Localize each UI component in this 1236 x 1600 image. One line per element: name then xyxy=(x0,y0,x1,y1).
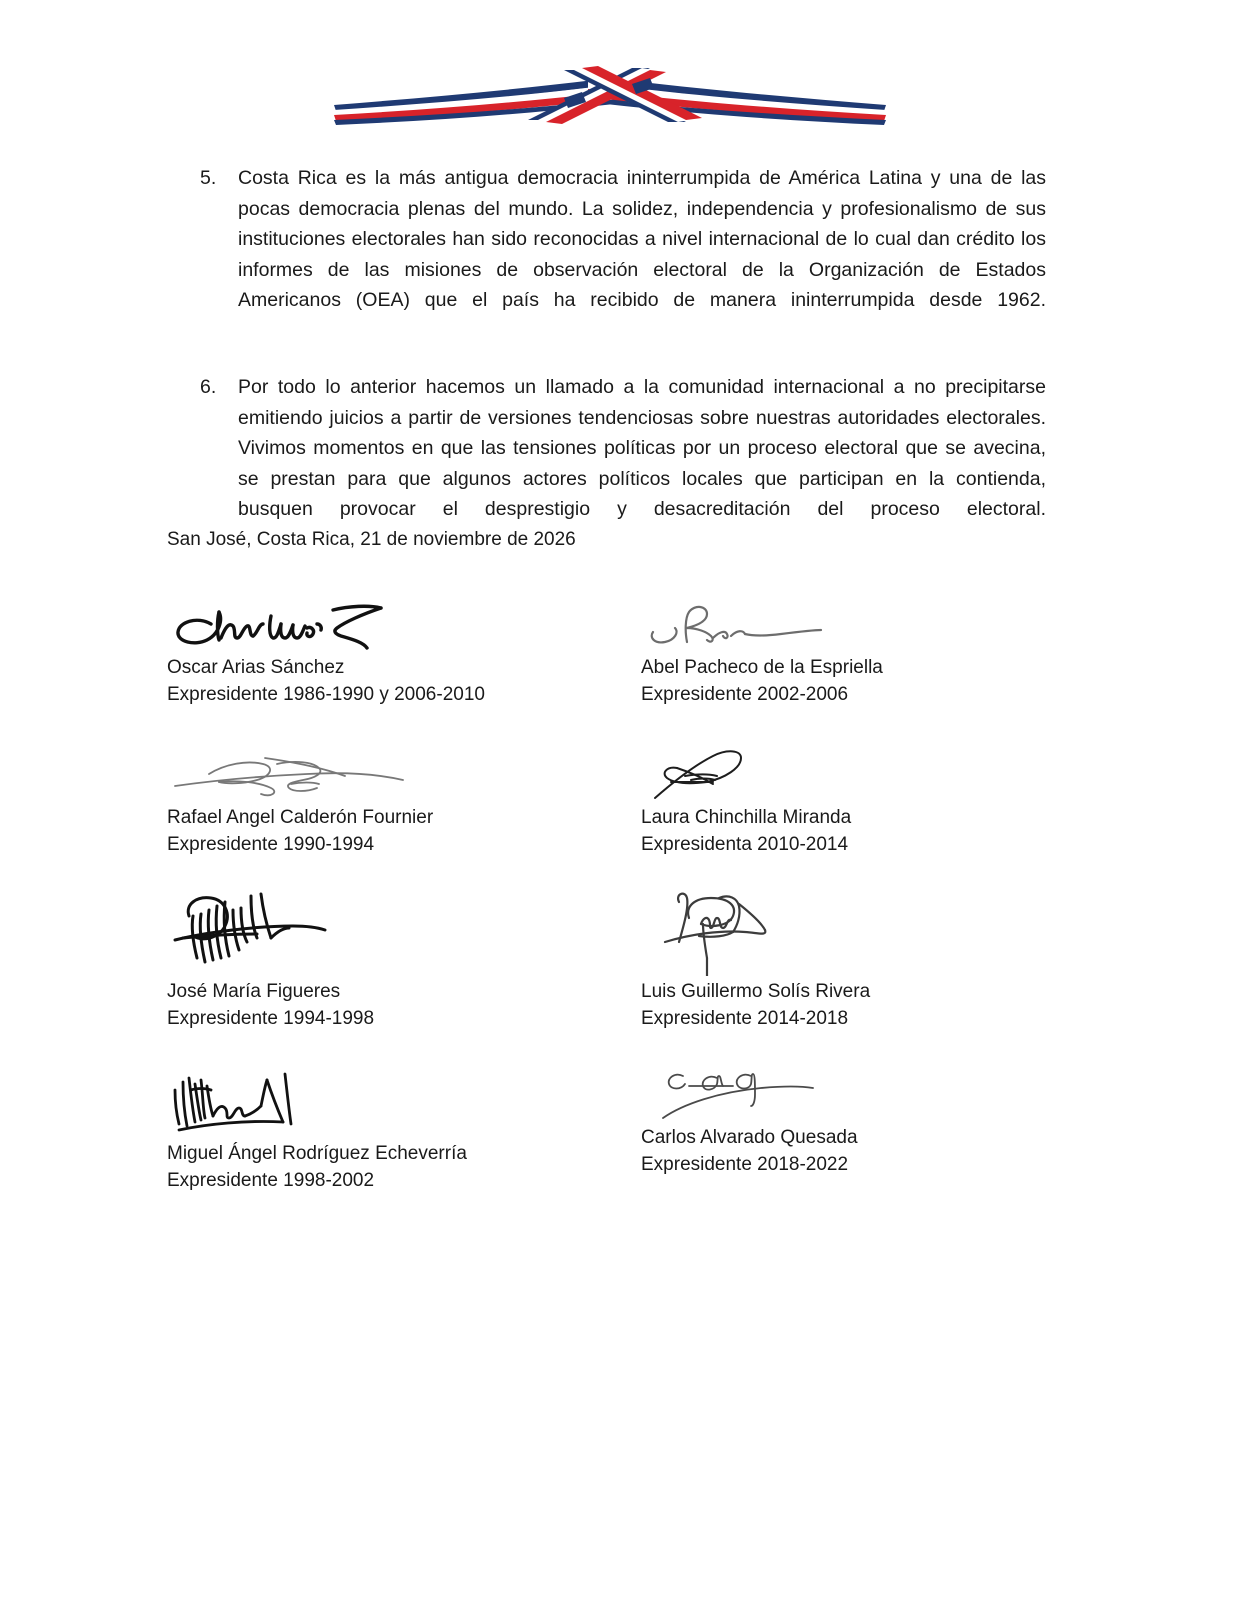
costa-rica-flag-ribbon-icon xyxy=(332,58,888,130)
signatory-role: Expresidente 2014-2018 xyxy=(641,1008,849,1029)
signature-section xyxy=(0,590,1236,1230)
dateline: San José, Costa Rica, 21 de noviembre de 2026 xyxy=(167,529,576,550)
signature-block xyxy=(167,880,607,1032)
signature-block xyxy=(167,590,607,708)
signature-carlos-alvarado-icon xyxy=(641,1060,1081,1122)
signature-rafael-calderon-icon xyxy=(167,740,607,802)
signatory-name: Miguel Ángel Rodríguez Echeverría xyxy=(167,1143,467,1164)
signature-abel-pacheco-icon xyxy=(641,590,1081,652)
signature-block xyxy=(167,740,607,858)
signature-block xyxy=(641,740,1081,858)
document-body xyxy=(200,163,1046,581)
signatory-name: José María Figueres xyxy=(167,981,341,1002)
signatory-role: Expresidente 1990-1994 xyxy=(167,834,375,855)
signature-block xyxy=(641,880,1081,1032)
list-marker: 6. xyxy=(200,376,217,398)
signatory-role: Expresidente 1998-2002 xyxy=(167,1170,375,1191)
signature-luis-guillermo-solis-icon xyxy=(641,880,1081,976)
signatory-role: Expresidente 2018-2022 xyxy=(641,1154,849,1175)
signature-block xyxy=(167,1060,607,1194)
signatory-role: Expresidente 2002-2006 xyxy=(641,684,849,705)
signatory-role: Expresidente 1994-1998 xyxy=(167,1008,375,1029)
signature-block xyxy=(641,1060,1081,1178)
signature-oscar-arias-icon xyxy=(167,590,607,652)
signatory-name: Abel Pacheco de la Espriella xyxy=(641,657,883,678)
list-item xyxy=(200,163,1046,346)
signature-jose-maria-figueres-icon xyxy=(167,880,607,976)
signatory-name: Oscar Arias Sánchez xyxy=(167,657,345,678)
signature-laura-chinchilla-icon xyxy=(641,740,1081,802)
signature-miguel-angel-rodriguez-icon xyxy=(167,1060,607,1138)
signatory-role: Expresidenta 2010-2014 xyxy=(641,834,849,855)
list-marker: 5. xyxy=(200,167,217,189)
signatory-role: Expresidente 1986-1990 y 2006-2010 xyxy=(167,684,485,705)
list-paragraph: Por todo lo anterior hacemos un llamado a la comunidad internacional a no precipitarse emitiendo juicios a partir de versiones tendenciosas sobre nuestras autoridades electorales. Vivimos momentos en que las tensiones políticas por un proceso electoral que se avecina, se prestan para que algunos actores políticos locales que participan en la contienda, busquen provocar el desprestigio y desacreditación del proceso electoral. xyxy=(238,376,1046,520)
list-paragraph: Costa Rica es la más antigua democracia ininterrumpida de América Latina y una de las pocas democracia plenas del mundo. La solidez, independencia y profesionalismo de sus instituciones electorales han sido reconocidas a nivel internacional de lo cual dan crédito los informes de las misiones de observación electoral de la Organización de Estados Americanos (OEA) que el país ha recibido de manera ininterrumpida desde 1962. xyxy=(238,167,1046,311)
signatory-name: Rafael Angel Calderón Fournier xyxy=(167,807,434,828)
signatory-name: Laura Chinchilla Miranda xyxy=(641,807,852,828)
signatory-name: Luis Guillermo Solís Rivera xyxy=(641,981,871,1002)
signatory-name: Carlos Alvarado Quesada xyxy=(641,1127,858,1148)
signature-block xyxy=(641,590,1081,708)
